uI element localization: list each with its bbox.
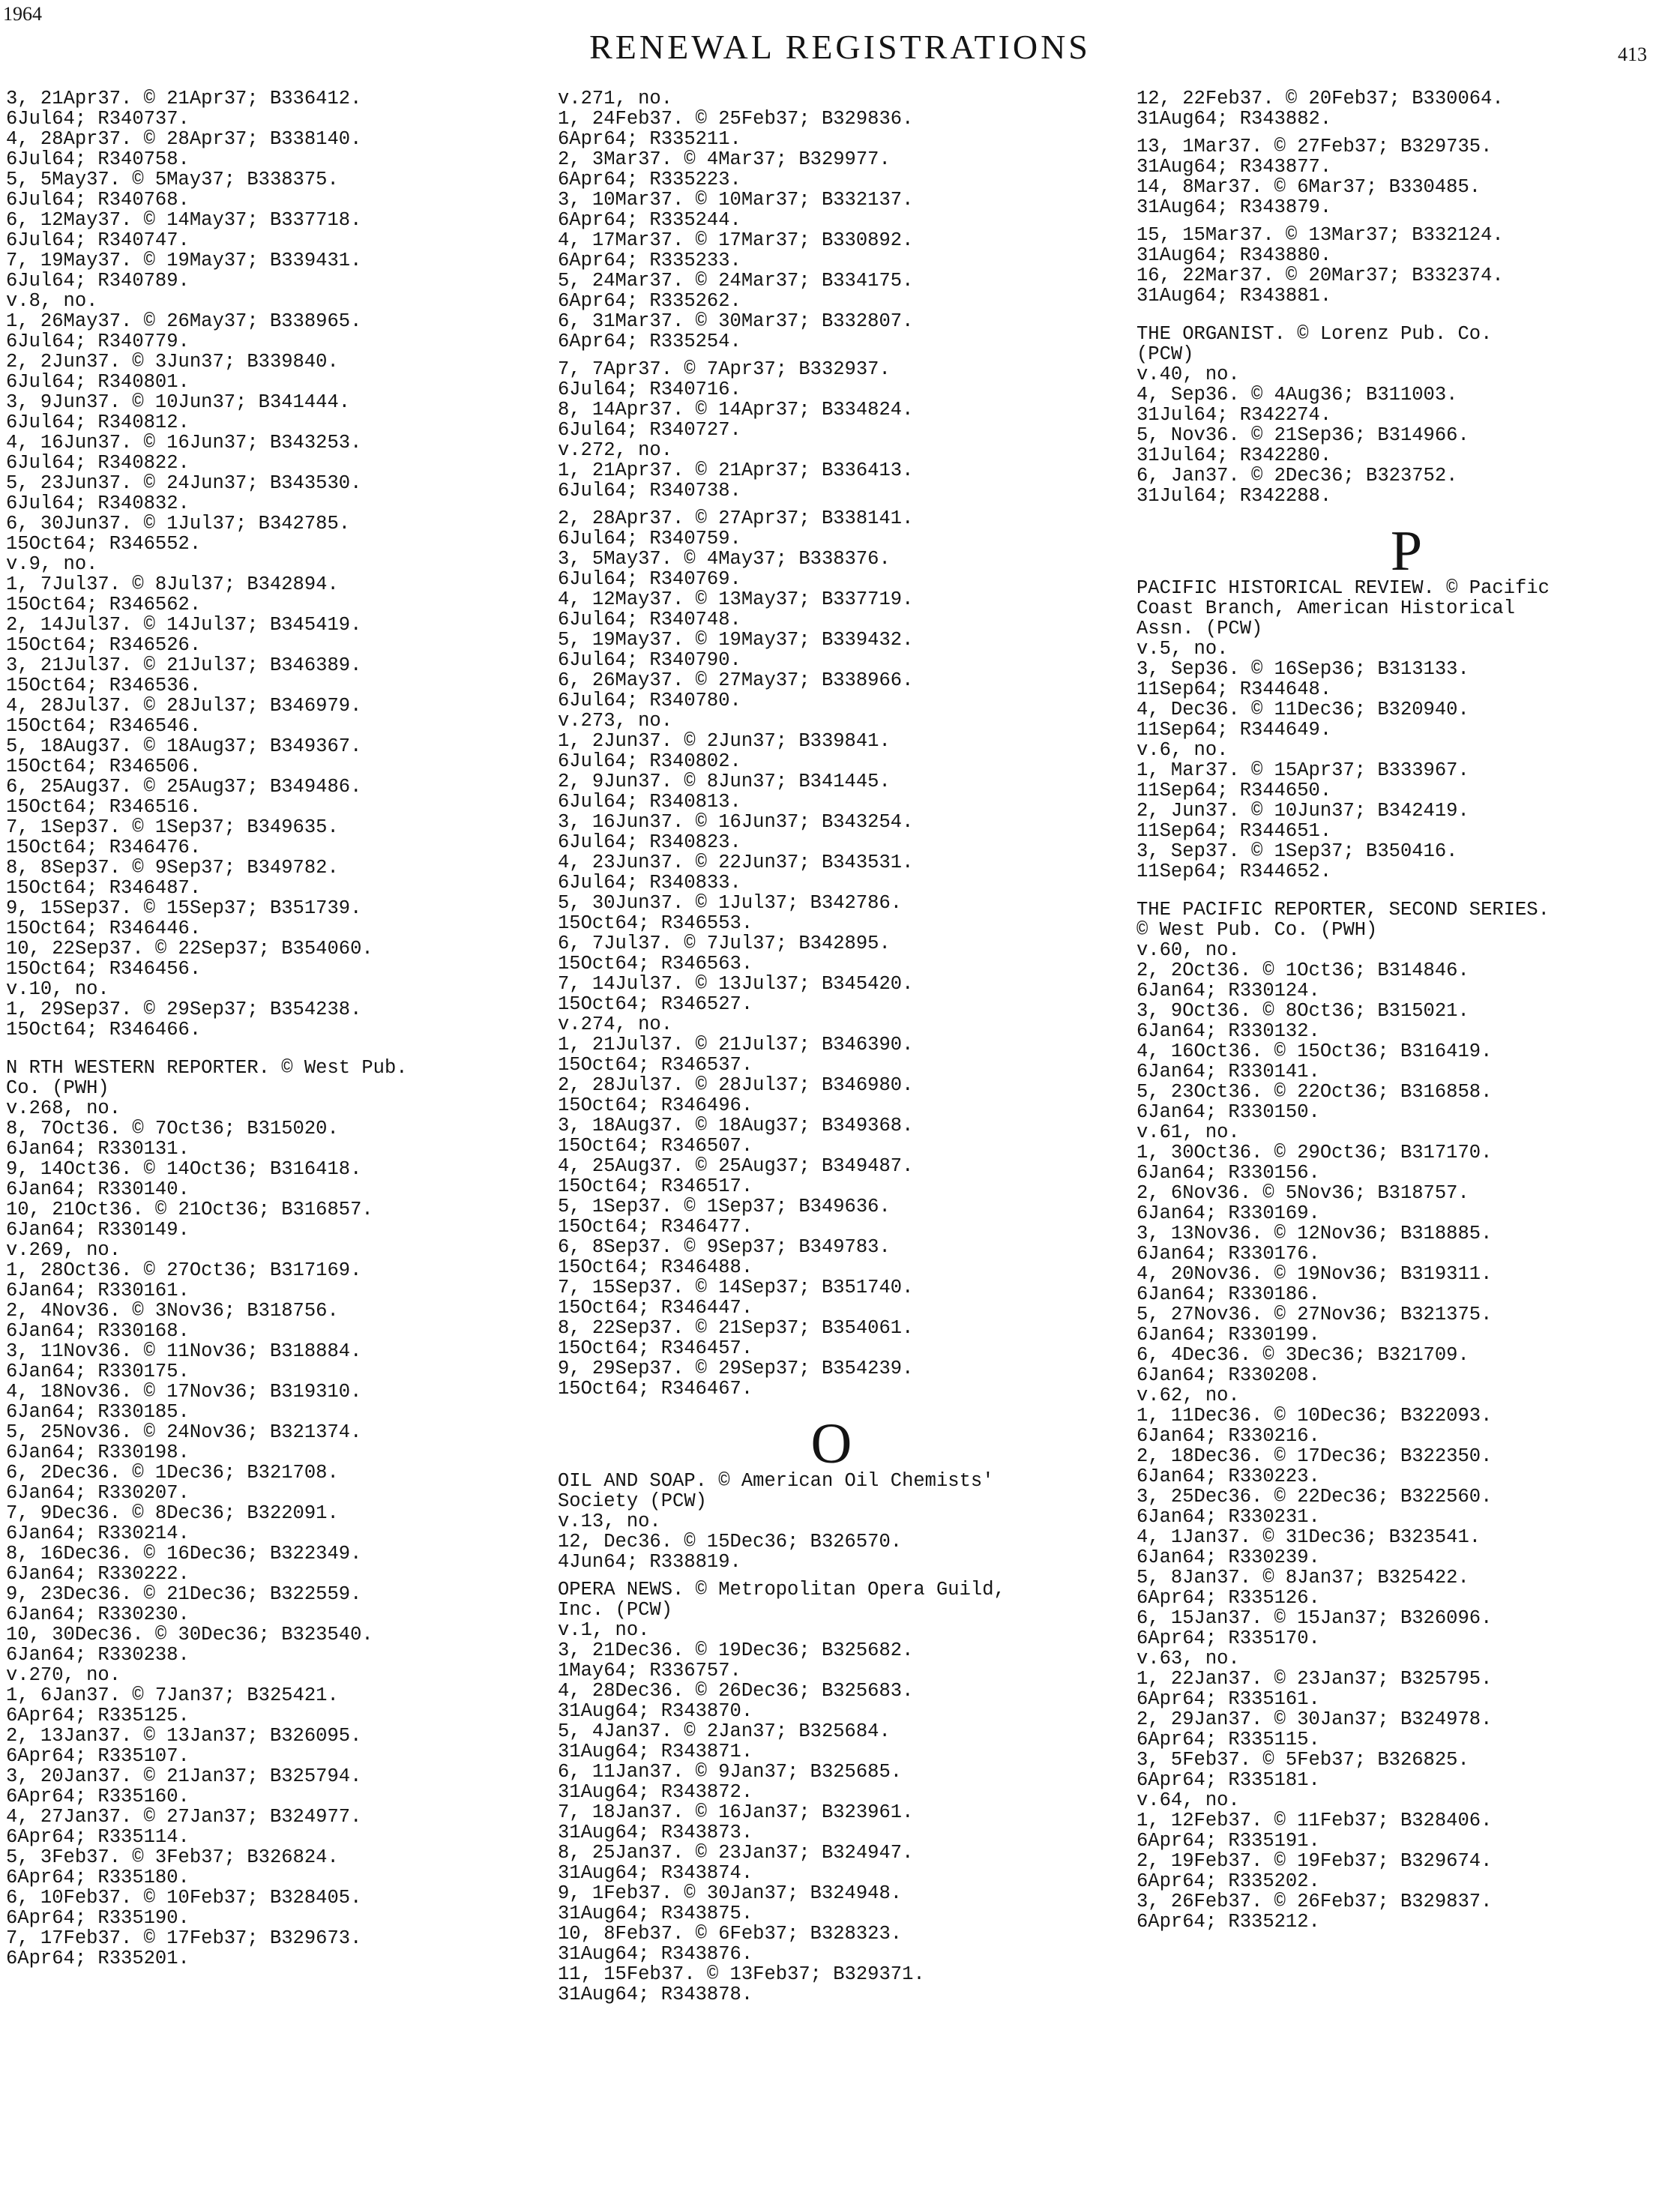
entry-line: 9, 14Oct36. © 14Oct36; B316418. (6, 1158, 362, 1180)
entry-line: 3, 21Dec36. © 19Dec36; B325682. (558, 1640, 914, 1661)
entry-line: 6Jul64; R340716. (558, 379, 741, 400)
entry-line: 6Jan64; R330238. (6, 1644, 190, 1666)
entry-line: 8, 16Dec36. © 16Dec36; B322349. (6, 1543, 362, 1565)
entry-line: THE PACIFIC REPORTER, SECOND SERIES. (1136, 899, 1550, 921)
entry-line: 2, 18Dec36. © 17Dec36; B322350. (1136, 1445, 1493, 1467)
entry-line: 6Apr64; R335125. (6, 1705, 190, 1726)
entry-line: 7, 17Feb37. © 17Feb37; B329673. (6, 1927, 362, 1949)
entry-line: 6, 10Feb37. © 10Feb37; B328405. (6, 1887, 362, 1909)
entry-line: 15Oct64; R346456. (6, 958, 202, 980)
entry-line: 3, Sep36. © 16Sep36; B313133. (1136, 658, 1469, 680)
entry-line: 31Aug64; R343878. (558, 1984, 753, 2005)
column-right (1136, 88, 1676, 1932)
entry-line: 5, 3Feb37. © 3Feb37; B326824. (6, 1846, 339, 1868)
entry-line: 4, 20Nov36. © 19Nov36; B319311. (1136, 1263, 1493, 1285)
entry-line: 31Aug64; R343872. (558, 1781, 753, 1803)
entry-line: 15Oct64; R346536. (6, 675, 202, 696)
entry-line: 6Apr64; R335201. (6, 1948, 190, 1969)
entry-line: 8, 8Sep37. © 9Sep37; B349782. (6, 857, 339, 879)
entry-line: 2, 29Jan37. © 30Jan37; B324978. (1136, 1708, 1493, 1730)
entry-line: 6Apr64; R335114. (6, 1826, 190, 1848)
entry-line: 6Jul64; R340812. (6, 412, 190, 433)
entry-line: 4, 18Nov36. © 17Nov36; B319310. (6, 1381, 362, 1403)
entry-line: 1, 2Jun37. © 2Jun37; B339841. (558, 730, 891, 752)
entry-line: 31Jul64; R342274. (1136, 404, 1332, 426)
entry-line: 1, 24Feb37. © 25Feb37; B329836. (558, 108, 914, 130)
entry-line: 5, 5May37. © 5May37; B338375. (6, 169, 339, 190)
entry-line: 1, 11Dec36. © 10Dec36; B322093. (1136, 1405, 1493, 1427)
entry-line: 15Oct64; R346446. (6, 918, 202, 939)
entry-line: v.1, no. (558, 1619, 650, 1641)
entry-line: 6, 25Aug37. © 25Aug37; B349486. (6, 776, 362, 798)
entry-line: 6Jan64; R330186. (1136, 1283, 1320, 1305)
entry-line: 10, 22Sep37. © 22Sep37; B354060. (6, 938, 373, 960)
entry-line: 2, 2Jun37. © 3Jun37; B339840. (6, 351, 339, 373)
entry-line: 11Sep64; R344650. (1136, 780, 1332, 801)
entry-line: 7, 14Jul37. © 13Jul37; B345420. (558, 973, 914, 995)
entry-line: 6Jan64; R330230. (6, 1604, 190, 1625)
entry-line: 1, 26May37. © 26May37; B338965. (6, 310, 362, 332)
entry-line: 6, 4Dec36. © 3Dec36; B321709. (1136, 1344, 1469, 1366)
entry-line: 6Jul64; R340802. (558, 750, 741, 772)
entry-line: v.273, no. (558, 710, 673, 732)
entry-line: 1, Mar37. © 15Apr37; B333967. (1136, 759, 1469, 781)
entry-line: 15Oct64; R346488. (558, 1256, 753, 1278)
entry-line: v.5, no. (1136, 638, 1229, 660)
entry-line: 15Oct64; R346466. (6, 1019, 202, 1041)
entry-line: 6Jul64; R340737. (6, 108, 190, 130)
entry-line: 9, 15Sep37. © 15Sep37; B351739. (6, 897, 362, 919)
entry-line: 15Oct64; R346562. (6, 594, 202, 615)
page-title: RENEWAL REGISTRATIONS (589, 28, 1091, 66)
entry-line: 3, 16Jun37. © 16Jun37; B343254. (558, 811, 914, 833)
entry-line: 11Sep64; R344652. (1136, 861, 1332, 882)
entry-line: 1, 6Jan37. © 7Jan37; B325421. (6, 1684, 339, 1706)
entry-line: v.10, no. (6, 978, 109, 1000)
entry-line: 9, 29Sep37. © 29Sep37; B354239. (558, 1358, 914, 1379)
entry-line: 5, 23Jun37. © 24Jun37; B343530. (6, 472, 362, 494)
entry-line: 3, 5Feb37. © 5Feb37; B326825. (1136, 1749, 1469, 1771)
page-header (0, 0, 1680, 82)
entry-line: 3, 18Aug37. © 18Aug37; B349368. (558, 1115, 914, 1136)
entry-line: 3, 10Mar37. © 10Mar37; B332137. (558, 189, 914, 211)
entry-line: 4, 1Jan37. © 31Dec36; B323541. (1136, 1526, 1481, 1548)
entry-line: v.62, no. (1136, 1385, 1240, 1406)
entry-line: 2, 14Jul37. © 14Jul37; B345419. (6, 614, 362, 636)
entry-line: 6Jan64; R330169. (1136, 1202, 1320, 1224)
entry-line: Inc. (PCW) (558, 1599, 673, 1621)
entry-line: 1, 22Jan37. © 23Jan37; B325795. (1136, 1668, 1493, 1690)
entry-line: 5, 25Nov36. © 24Nov36; B321374. (6, 1421, 362, 1443)
entry-line: 4, 16Oct36. © 15Oct36; B316419. (1136, 1041, 1493, 1062)
entry-line: 6, 15Jan37. © 15Jan37; B326096. (1136, 1607, 1493, 1629)
entry-line: v.9, no. (6, 553, 98, 575)
entry-line: 10, 8Feb37. © 6Feb37; B328323. (558, 1923, 903, 1945)
entry-line: 13, 1Mar37. © 27Feb37; B329735. (1136, 136, 1493, 157)
entry-line: 6Jan64; R330140. (6, 1178, 190, 1200)
entry-line: 31Aug64; R343879. (1136, 196, 1332, 218)
entry-line: v.60, no. (1136, 939, 1240, 961)
entry-line: 1, 12Feb37. © 11Feb37; B328406. (1136, 1810, 1493, 1831)
entry-line: 31Aug64; R343877. (1136, 156, 1332, 178)
entry-line: 1, 21Apr37. © 21Apr37; B336413. (558, 460, 914, 481)
entry-line: 12, 22Feb37. © 20Feb37; B330064. (1136, 88, 1504, 109)
entry-line: 3, 5May37. © 4May37; B338376. (558, 548, 891, 570)
entry-line: 5, 23Oct36. © 22Oct36; B316858. (1136, 1081, 1493, 1103)
entry-line: 3, 9Oct36. © 8Oct36; B315021. (1136, 1000, 1469, 1022)
entry-line: 6, 26May37. © 27May37; B338966. (558, 669, 914, 691)
entry-line: 6Jan64; R330207. (6, 1482, 190, 1504)
entry-line: 7, 15Sep37. © 14Sep37; B351740. (558, 1277, 914, 1298)
entry-line: 15Oct64; R346447. (558, 1297, 753, 1319)
entry-line: 31Aug64; R343871. (558, 1741, 753, 1762)
entry-line: 31Aug64; R343875. (558, 1903, 753, 1924)
entry-line: 5, 27Nov36. © 27Nov36; B321375. (1136, 1304, 1493, 1325)
entry-line: 31Aug64; R343881. (1136, 285, 1332, 307)
entry-line: 6Apr64; R335223. (558, 169, 741, 190)
entry-line: PACIFIC HISTORICAL REVIEW. © Pacific (1136, 577, 1550, 599)
entry-line: 15Oct64; R346552. (6, 533, 202, 555)
entry-line: 6Jan64; R330214. (6, 1523, 190, 1544)
entry-line: 10, 30Dec36. © 30Dec36; B323540. (6, 1624, 373, 1645)
entry-line: 15Oct64; R346496. (558, 1094, 753, 1116)
entry-line: 6Jul64; R340813. (558, 791, 741, 813)
entry-line: v.6, no. (1136, 739, 1229, 761)
entry-line: 6Jan64; R330168. (6, 1320, 190, 1342)
entry-line: 31Aug64; R343873. (558, 1822, 753, 1843)
entry-line: 11, 15Feb37. © 13Feb37; B329371. (558, 1963, 925, 1985)
entry-line: 15Oct64; R346546. (6, 715, 202, 737)
entry-line: 6Apr64; R335160. (6, 1786, 190, 1807)
entry-line: 6Apr64; R335191. (1136, 1830, 1320, 1852)
page-year: 1964 (3, 3, 42, 25)
entry-line: 4, 28Apr37. © 28Apr37; B338140. (6, 128, 362, 150)
entry-line: 6Jul64; R340758. (6, 148, 190, 170)
entry-line: 15Oct64; R346507. (558, 1135, 753, 1157)
entry-line: 6Apr64; R335126. (1136, 1587, 1320, 1609)
entry-line: 9, 23Dec36. © 21Dec36; B322559. (6, 1583, 362, 1605)
entry-line: 6Apr64; R335107. (6, 1745, 190, 1767)
entry-line: 4, 23Jun37. © 22Jun37; B343531. (558, 852, 914, 873)
entry-line: 6Jan64; R330149. (6, 1219, 190, 1241)
entry-line: 2, 2Oct36. © 1Oct36; B314846. (1136, 960, 1469, 981)
entry-line: 31Jul64; R342288. (1136, 485, 1332, 507)
entry-line: 4, 28Jul37. © 28Jul37; B346979. (6, 695, 362, 717)
entry-line: 15Oct64; R346563. (558, 953, 753, 975)
entry-line: 15Oct64; R346526. (6, 634, 202, 656)
entry-line: 6Jan64; R330198. (6, 1442, 190, 1463)
entry-line: 6Jan64; R330185. (6, 1401, 190, 1423)
entry-line: Coast Branch, American Historical (1136, 597, 1515, 619)
entry-line: 2, 28Apr37. © 27Apr37; B338141. (558, 508, 914, 529)
entry-line: 16, 22Mar37. © 20Mar37; B332374. (1136, 265, 1504, 286)
entry-line: 15Oct64; R346553. (558, 912, 753, 934)
entry-line: 6Jul64; R340769. (558, 568, 741, 590)
entry-line: v.64, no. (1136, 1789, 1240, 1811)
entry-line: 6Jan64; R330199. (1136, 1324, 1320, 1346)
entry-line: THE ORGANIST. © Lorenz Pub. Co. (1136, 323, 1493, 345)
entry-line: Co. (PWH) (6, 1077, 109, 1099)
entry-line: 31Jul64; R342280. (1136, 445, 1332, 466)
entry-line: 3, 21Apr37. © 21Apr37; B336412. (6, 88, 362, 109)
entry-line: 6Jan64; R330175. (6, 1361, 190, 1382)
entry-line: v.271, no. (558, 88, 673, 109)
entry-line: 31Aug64; R343874. (558, 1862, 753, 1884)
entry-line: 6, 11Jan37. © 9Jan37; B325685. (558, 1761, 903, 1783)
entry-line: 6Jul64; R340780. (558, 690, 741, 711)
entry-line: 15Oct64; R346467. (558, 1378, 753, 1400)
entry-line: 3, 11Nov36. © 11Nov36; B318884. (6, 1340, 362, 1362)
entry-line: 6Jan64; R330132. (1136, 1020, 1320, 1042)
entry-line: 6Jan64; R330124. (1136, 980, 1320, 1002)
entry-line: 4, Dec36. © 11Dec36; B320940. (1136, 699, 1469, 720)
entry-line: 2, Jun37. © 10Jun37; B342419. (1136, 800, 1469, 822)
entry-line: 6Jul64; R340768. (6, 189, 190, 211)
entry-line: 6Jul64; R340801. (6, 371, 190, 393)
entry-line: v.63, no. (1136, 1648, 1240, 1669)
entry-line: 6Jul64; R340822. (6, 452, 190, 474)
entry-line: 6Apr64; R335211. (558, 128, 741, 150)
entry-line: 6Apr64; R335262. (558, 290, 741, 312)
entry-line: 5, 30Jun37. © 1Jul37; B342786. (558, 892, 903, 914)
entry-line: 3, 9Jun37. © 10Jun37; B341444. (6, 391, 351, 413)
entry-line: 6Jul64; R340747. (6, 229, 190, 251)
entry-line: 3, 26Feb37. © 26Feb37; B329837. (1136, 1891, 1493, 1912)
entry-line: v.40, no. (1136, 364, 1240, 385)
entry-line: 15Oct64; R346476. (6, 837, 202, 858)
entry-line: v.272, no. (558, 439, 673, 461)
entry-line: v.269, no. (6, 1239, 121, 1261)
entry-line: 6, 7Jul37. © 7Jul37; B342895. (558, 933, 891, 954)
entry-line: 6Jul64; R340748. (558, 609, 741, 630)
entry-line: 6Jan64; R330231. (1136, 1506, 1320, 1528)
entry-line: v.274, no. (558, 1014, 673, 1035)
entry-line: 6Apr64; R335190. (6, 1907, 190, 1929)
entry-line: 6Apr64; R335180. (6, 1867, 190, 1888)
entry-line: 3, 20Jan37. © 21Jan37; B325794. (6, 1765, 362, 1787)
entry-line: 6, 8Sep37. © 9Sep37; B349783. (558, 1236, 891, 1258)
entry-line: 6Apr64; R335161. (1136, 1688, 1320, 1710)
entry-line: OPERA NEWS. © Metropolitan Opera Guild, (558, 1579, 1005, 1601)
entry-line: 1May64; R336757. (558, 1660, 741, 1681)
entry-line: v.61, no. (1136, 1121, 1240, 1143)
entry-line: 8, 25Jan37. © 23Jan37; B324947. (558, 1842, 914, 1864)
entry-line: 6Jul64; R340823. (558, 831, 741, 853)
entry-line: 15Oct64; R346457. (558, 1337, 753, 1359)
entry-line: 2, 13Jan37. © 13Jan37; B326095. (6, 1725, 362, 1747)
entry-line: © West Pub. Co. (PWH) (1136, 919, 1378, 941)
entry-line: 6Jul64; R340790. (558, 649, 741, 671)
entry-line: 15Oct64; R346506. (6, 756, 202, 777)
entry-line: 11Sep64; R344649. (1136, 719, 1332, 741)
entry-line: 6Jul64; R340738. (558, 480, 741, 502)
entry-line: (PCW) (1136, 343, 1194, 365)
entry-line: 15Oct64; R346487. (6, 877, 202, 899)
entry-line: 6Jul64; R340727. (558, 419, 741, 441)
entry-line: 6Jan64; R330222. (6, 1563, 190, 1585)
entry-line: 11Sep64; R344648. (1136, 678, 1332, 700)
entry-line: v.8, no. (6, 290, 98, 312)
entry-line: 6Jul64; R340832. (6, 493, 190, 514)
entry-line: 6Apr64; R335170. (1136, 1628, 1320, 1649)
entry-line: 6Jan64; R330156. (1136, 1162, 1320, 1184)
entry-line: 1, 30Oct36. © 29Oct36; B317170. (1136, 1142, 1493, 1163)
entry-line: 6Jan64; R330131. (6, 1138, 190, 1160)
entry-line: 5, Nov36. © 21Sep36; B314966. (1136, 424, 1469, 446)
entry-line: 9, 1Feb37. © 30Jan37; B324948. (558, 1882, 903, 1904)
entry-line: 15Oct64; R346477. (558, 1216, 753, 1238)
entry-line: 6Jan64; R330161. (6, 1280, 190, 1301)
entry-line: 5, 18Aug37. © 18Aug37; B349367. (6, 735, 362, 757)
entry-line: 4, 28Dec36. © 26Dec36; B325683. (558, 1680, 914, 1702)
entry-line: v.270, no. (6, 1664, 121, 1686)
entry-line: 6Jan64; R330208. (1136, 1364, 1320, 1386)
entry-line: 7, 7Apr37. © 7Apr37; B332937. (558, 358, 891, 380)
entry-line: 5, 24Mar37. © 24Mar37; B334175. (558, 270, 914, 292)
entry-line: 6, 31Mar37. © 30Mar37; B332807. (558, 310, 914, 332)
entry-line: 31Aug64; R343880. (1136, 244, 1332, 266)
entry-line: 15Oct64; R346517. (558, 1175, 753, 1197)
entry-line: 15Oct64; R346537. (558, 1054, 753, 1076)
entry-line: 4, 25Aug37. © 25Aug37; B349487. (558, 1155, 914, 1177)
entry-line: 1, 28Oct36. © 27Oct36; B317169. (6, 1259, 362, 1281)
entry-line: 2, 6Nov36. © 5Nov36; B318757. (1136, 1182, 1469, 1204)
entry-line: 3, 13Nov36. © 12Nov36; B318885. (1136, 1223, 1493, 1244)
entry-line: 15Oct64; R346527. (558, 993, 753, 1015)
entry-line: 3, Sep37. © 1Sep37; B350416. (1136, 840, 1458, 862)
column-left (6, 88, 531, 1969)
entry-line: 4, 16Jun37. © 16Jun37; B343253. (6, 432, 362, 454)
entry-line: 7, 1Sep37. © 1Sep37; B349635. (6, 816, 339, 838)
entry-line: 6Apr64; R335212. (1136, 1911, 1320, 1933)
entry-line: 4, 17Mar37. © 17Mar37; B330892. (558, 229, 914, 251)
entry-line: 6Jul64; R340779. (6, 331, 190, 352)
entry-line: 6Jan64; R330150. (1136, 1101, 1320, 1123)
entry-line: 2, 28Jul37. © 28Jul37; B346980. (558, 1074, 914, 1096)
entry-line: 2, 3Mar37. © 4Mar37; B329977. (558, 148, 891, 170)
entry-line: 4, 27Jan37. © 27Jan37; B324977. (6, 1806, 362, 1828)
entry-line: 6Jan64; R330141. (1136, 1061, 1320, 1083)
entry-line: 8, 7Oct36. © 7Oct36; B315020. (6, 1118, 339, 1139)
entry-line: v.268, no. (6, 1097, 121, 1119)
entry-line: 6Apr64; R335244. (558, 209, 741, 231)
entry-line: 7, 9Dec36. © 8Dec36; B322091. (6, 1502, 339, 1524)
entry-line: 5, 4Jan37. © 2Jan37; B325684. (558, 1720, 891, 1742)
entry-line: 7, 19May37. © 19May37; B339431. (6, 250, 362, 271)
entry-line: 14, 8Mar37. © 6Mar37; B330485. (1136, 176, 1481, 198)
entry-line: 8, 22Sep37. © 21Sep37; B354061. (558, 1317, 914, 1339)
entry-line: 6Apr64; R335254. (558, 331, 741, 352)
entry-line: v.13, no. (558, 1511, 661, 1532)
entry-line: 2, 9Jun37. © 8Jun37; B341445. (558, 771, 891, 792)
entry-line: 6Jan64; R330239. (1136, 1547, 1320, 1568)
entry-line: 6Apr64; R335115. (1136, 1729, 1320, 1750)
entry-line: 7, 18Jan37. © 16Jan37; B323961. (558, 1801, 914, 1823)
entry-line: Assn. (PCW) (1136, 618, 1263, 639)
section-letter: P (1390, 520, 1423, 582)
entry-line: Society (PCW) (558, 1490, 707, 1512)
entry-line: 6Apr64; R335233. (558, 250, 741, 271)
section-letter: O (810, 1412, 852, 1475)
entry-line: OIL AND SOAP. © American Oil Chemists' (558, 1470, 994, 1492)
entry-line: 6, 12May37. © 14May37; B337718. (6, 209, 362, 231)
entry-line: 6Jan64; R330223. (1136, 1466, 1320, 1487)
column-middle (558, 88, 1105, 2005)
entry-line: 6, 30Jun37. © 1Jul37; B342785. (6, 513, 351, 535)
entry-line: 3, 25Dec36. © 22Dec36; B322560. (1136, 1486, 1493, 1508)
entry-line: 12, Dec36. © 15Dec36; B326570. (558, 1531, 903, 1553)
entry-line: 31Aug64; R343882. (1136, 108, 1332, 130)
entry-line: 5, 19May37. © 19May37; B339432. (558, 629, 914, 651)
entry-line: 6Apr64; R335202. (1136, 1870, 1320, 1892)
entry-line: 1, 21Jul37. © 21Jul37; B346390. (558, 1034, 914, 1056)
entry-line: 5, 1Sep37. © 1Sep37; B349636. (558, 1196, 891, 1217)
entry-line: 6, 2Dec36. © 1Dec36; B321708. (6, 1462, 339, 1484)
entry-line: 10, 21Oct36. © 21Oct36; B316857. (6, 1199, 373, 1220)
entry-line: 6Jan64; R330176. (1136, 1243, 1320, 1265)
entry-line: 4, 12May37. © 13May37; B337719. (558, 588, 914, 610)
entry-line: 6, Jan37. © 2Dec36; B323752. (1136, 465, 1458, 487)
entry-line: 11Sep64; R344651. (1136, 820, 1332, 842)
entry-line: 6Jan64; R330216. (1136, 1425, 1320, 1447)
entry-line: 31Aug64; R343876. (558, 1943, 753, 1965)
entry-line: 1, 7Jul37. © 8Jul37; B342894. (6, 573, 339, 595)
entry-line: N RTH WESTERN REPORTER. © West Pub. (6, 1057, 408, 1079)
entry-line: 3, 21Jul37. © 21Jul37; B346389. (6, 654, 362, 676)
entry-line: 1, 29Sep37. © 29Sep37; B354238. (6, 999, 362, 1020)
entry-line: 15, 15Mar37. © 13Mar37; B332124. (1136, 224, 1504, 246)
entry-line: 5, 8Jan37. © 8Jan37; B325422. (1136, 1567, 1469, 1589)
entry-line: 6Jul64; R340833. (558, 872, 741, 894)
entry-line: 2, 4Nov36. © 3Nov36; B318756. (6, 1300, 339, 1322)
entry-line: 4Jun64; R338819. (558, 1551, 741, 1573)
entry-line: 31Aug64; R343870. (558, 1700, 753, 1722)
page-number: 413 (1618, 43, 1647, 65)
entry-line: 4, Sep36. © 4Aug36; B311003. (1136, 384, 1458, 406)
entry-line: 6Apr64; R335181. (1136, 1769, 1320, 1791)
entry-line: 8, 14Apr37. © 14Apr37; B334824. (558, 399, 914, 421)
entry-line: 15Oct64; R346516. (6, 796, 202, 818)
entry-line: 6Jul64; R340789. (6, 270, 190, 292)
entry-line: 2, 19Feb37. © 19Feb37; B329674. (1136, 1850, 1493, 1872)
entry-line: 6Jul64; R340759. (558, 528, 741, 549)
